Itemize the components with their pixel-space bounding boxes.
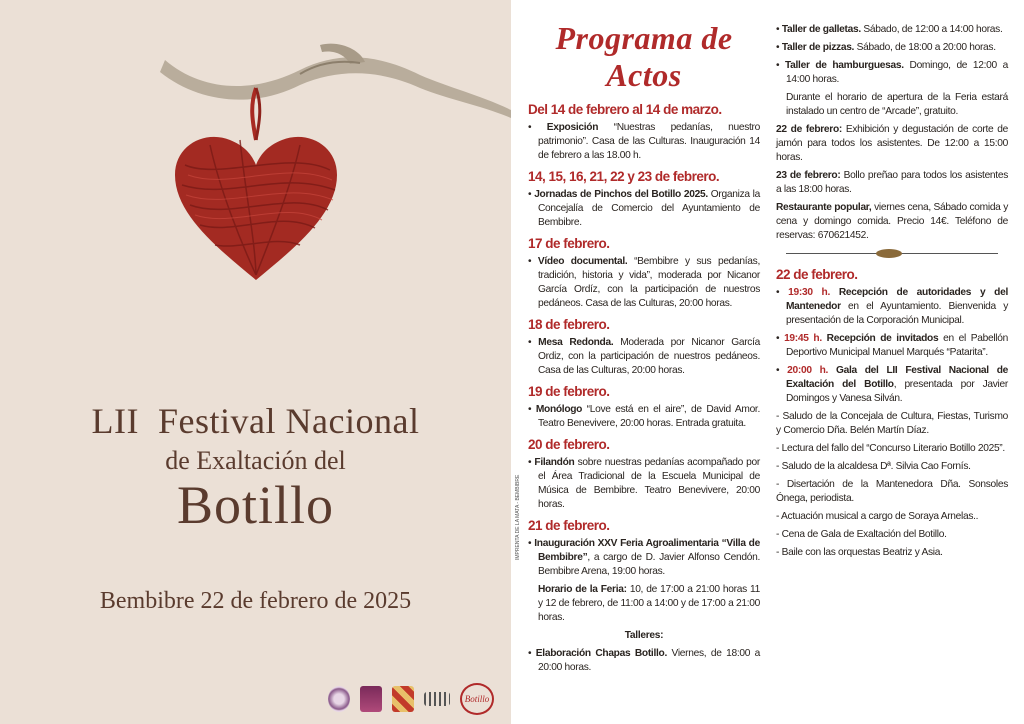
entry-title: Taller de galletas. bbox=[781, 24, 861, 35]
sponsor-logos bbox=[328, 683, 494, 715]
festival-title-line3: Botillo bbox=[176, 475, 335, 535]
entry-text: Viernes, de 18:00 a 20:00 horas. bbox=[538, 648, 760, 673]
entry-text: - Saludo de la alcaldesa Dª. Silvia Cao Fornís. bbox=[776, 461, 971, 472]
program-entry bbox=[776, 510, 1008, 524]
program-entry bbox=[776, 201, 1008, 243]
entry-title: Taller de pizzas. bbox=[781, 42, 855, 53]
entry-text: viernes cena, Sábado comida y cena y domingo comida. Precio 14€. Teléfono de reservas: 670621452. bbox=[776, 202, 1008, 241]
date-heading: 20 de febrero. bbox=[528, 437, 610, 452]
entry-text: en el Ayuntamiento. Bienvenida y presentación de la Corporación Municipal. bbox=[786, 301, 1008, 326]
date-heading: 17 de febrero. bbox=[528, 236, 610, 251]
entry-text: Sábado, de 12:00 a 14:00 horas. bbox=[860, 24, 1003, 35]
entry-title: Monólogo bbox=[535, 404, 583, 415]
entry-text: - Actuación musical a cargo de Soraya Arnelas.. bbox=[776, 511, 979, 522]
event-time: 20:00 h. bbox=[787, 365, 829, 376]
program-entry bbox=[776, 286, 1008, 328]
date-heading: 19 de febrero. bbox=[528, 384, 610, 399]
bullet-icon: • bbox=[776, 365, 788, 376]
program-entry bbox=[528, 537, 760, 579]
program-entry bbox=[776, 460, 1008, 474]
bullet-icon: • bbox=[776, 24, 782, 35]
entry-text: - Baile con las orquestas Beatriz y Asia. bbox=[776, 547, 943, 558]
entry-title: Elaboración Chapas Botillo. bbox=[535, 648, 667, 659]
entry-text: “Nuestras pedanías, nuestro patrimonio”. Casa de las Culturas. Inauguración 14 de febrero a las 18.00 h. bbox=[538, 122, 760, 161]
festival-title-line2: de Exaltación del bbox=[165, 446, 346, 475]
heart-on-branch-illustration bbox=[0, 0, 511, 400]
section-divider bbox=[776, 247, 1008, 261]
entry-text: sobre nuestras pedanías acompañado por el Área Tradicional de la Escuela Municipal de Música de Bembibre. Teatro Benevivere, 20:00 horas. bbox=[538, 457, 760, 510]
date-heading: 21 de febrero. bbox=[528, 518, 610, 533]
event-time: 19:45 h. bbox=[784, 333, 822, 344]
entry-title: Gala del LII Festival Nacional de Exaltación del Botillo bbox=[786, 365, 1008, 390]
entry-title: Talleres: bbox=[624, 630, 664, 641]
program-entry bbox=[776, 478, 1008, 506]
entry-title: Recepción de invitados bbox=[821, 333, 939, 344]
printer-credit: IMPRENTA DE LA MATA - BEMBIBRE bbox=[515, 474, 521, 560]
bullet-icon: • bbox=[776, 333, 785, 344]
date-heading: Del 14 de febrero al 14 de marzo. bbox=[528, 102, 722, 117]
entry-title: 23 de febrero: bbox=[776, 170, 841, 181]
program-entry bbox=[776, 410, 1008, 438]
entry-title: Jornadas de Pinchos del Botillo 2025. bbox=[534, 189, 708, 200]
divider-ornament bbox=[876, 249, 902, 258]
programa-title: Programa de Actos bbox=[555, 20, 733, 93]
program-entry bbox=[776, 442, 1008, 456]
entry-text: Bollo preñao para todos los asistentes a las 18:00 horas. bbox=[776, 170, 1008, 195]
bullet-icon: • bbox=[528, 122, 547, 133]
entry-text: “Love está en el aire”, de David Amor. Teatro Benevivere, 20:00 horas. Entrada gratuita. bbox=[538, 404, 760, 429]
botillo-logo-text: Botillo bbox=[464, 694, 490, 704]
entry-title: 22 de febrero: bbox=[776, 124, 842, 135]
bullet-icon: • bbox=[528, 404, 536, 415]
bullet-icon: • bbox=[528, 189, 535, 200]
entry-text: Sábado, de 18:00 a 20:00 horas. bbox=[854, 42, 996, 53]
date-heading: 18 de febrero. bbox=[528, 317, 610, 332]
program-entry bbox=[776, 41, 1008, 55]
programa-column-2 bbox=[776, 23, 1008, 564]
entry-title: Mesa Redonda. bbox=[538, 337, 614, 348]
entry-text: - Saludo de la Concejala de Cultura, Fiestas, Turismo y Comercio Dña. Belén Martín Díaz. bbox=[776, 411, 1008, 436]
entry-text: - Lectura del fallo del “Concurso Literario Botillo 2025”. bbox=[776, 443, 1005, 454]
program-entry bbox=[528, 121, 760, 163]
program-entry bbox=[776, 546, 1008, 560]
entry-text: , presentada por Javier Domingos y Vanesa Silván. bbox=[786, 379, 1008, 404]
entry-text: en el Pabellón Deportivo Municipal Manuel Marqués “Patarita”. bbox=[786, 333, 1008, 358]
festival-date: Bembibre 22 de febrero de 2025 bbox=[99, 588, 412, 614]
bullet-icon: • bbox=[776, 42, 782, 53]
entry-text: Moderada por Nicanor García Ordiz, con la participación de nuestros pedáneos. Casa de las Culturas, 20:00 horas. bbox=[538, 337, 760, 376]
entry-text: - Cena de Gala de Exaltación del Botillo. bbox=[776, 529, 947, 540]
bullet-icon: • bbox=[528, 337, 539, 348]
program-entry bbox=[528, 583, 760, 625]
festival-title-line1: LII Festival Nacional bbox=[91, 401, 420, 441]
municipal-seal-icon bbox=[328, 686, 350, 712]
coat-of-arms-icon bbox=[360, 686, 382, 712]
date-heading: 14, 15, 16, 21, 22 y 23 de febrero. bbox=[528, 169, 720, 184]
entry-title: Restaurante popular, bbox=[776, 202, 872, 213]
program-entry bbox=[528, 403, 760, 431]
entry-title: Filandón bbox=[534, 457, 575, 468]
bullet-icon: • bbox=[528, 538, 535, 549]
bullet-icon: • bbox=[776, 287, 789, 298]
bullet-icon: • bbox=[528, 256, 538, 267]
program-entry bbox=[528, 336, 760, 378]
entry-title: Taller de hamburguesas. bbox=[785, 60, 904, 71]
program-entry bbox=[528, 456, 760, 512]
entry-title: Recepción de autoridades y del Mantenedor bbox=[786, 287, 1008, 312]
entry-text: Exhibición y degustación de corte de jamón para todos los asistentes. De 12:00 a 15:00 horas. bbox=[776, 124, 1008, 163]
entry-text: Domingo, de 12:00 a 14:00 horas. bbox=[786, 60, 1008, 85]
date-heading: 22 de febrero. bbox=[776, 267, 858, 282]
program-entry bbox=[776, 528, 1008, 542]
entry-title: Horario de la Feria: bbox=[538, 584, 627, 595]
program-entry bbox=[776, 23, 1008, 37]
entry-text: , a cargo de D. Javier Alfonso Cendón. Bembibre Arena, 19:00 horas. bbox=[538, 552, 760, 577]
program-entry bbox=[776, 123, 1008, 165]
entry-title: Vídeo documental. bbox=[537, 256, 628, 267]
entry-text: “Bembibre y sus pedanías, tradición, historia y vida”, moderada por Nicanor García Ordíz, con la participación de nuestros pedáneos. Casa de las Culturas, 20:00 horas. bbox=[538, 256, 760, 309]
program-entry bbox=[528, 647, 760, 675]
program-entry bbox=[776, 59, 1008, 87]
event-time: 19:30 h. bbox=[788, 287, 830, 298]
castilla-leon-shield-icon bbox=[392, 686, 414, 712]
botillo-logo-icon bbox=[460, 683, 494, 715]
poster-cover bbox=[0, 0, 511, 724]
program-entry bbox=[776, 332, 1008, 360]
entry-text: - Disertación de la Mantenedora Dña. Sonsoles Ónega, periodista. bbox=[776, 479, 1008, 504]
programa-column-1 bbox=[528, 20, 760, 679]
entry-text: Organiza la Concejalía de Comercio del Ayuntamiento de Bembibre. bbox=[538, 189, 760, 228]
entry-title: Inauguración XXV Feria Agroalimentaria “Villa de Bembibre” bbox=[534, 538, 760, 563]
program-entry bbox=[528, 255, 760, 311]
entry-text: Durante el horario de apertura de la Feria estará instalado un centro de “Arcade”, gratuito. bbox=[786, 92, 1008, 117]
entry-title: Exposición bbox=[546, 122, 599, 133]
bullet-icon: • bbox=[528, 457, 535, 468]
program-entry bbox=[528, 629, 760, 643]
program-entry bbox=[528, 188, 760, 230]
bullet-icon: • bbox=[776, 60, 785, 71]
program-entry bbox=[776, 364, 1008, 406]
stripes-logo-icon bbox=[424, 692, 450, 706]
program-entry bbox=[776, 91, 1008, 119]
bullet-icon: • bbox=[528, 648, 536, 659]
program-entry bbox=[776, 169, 1008, 197]
entry-text: 10, de 17:00 a 21:00 horas 11 y 12 de febrero, de 11:00 a 14:00 y de 17:00 a 21:00 horas. bbox=[538, 584, 760, 623]
